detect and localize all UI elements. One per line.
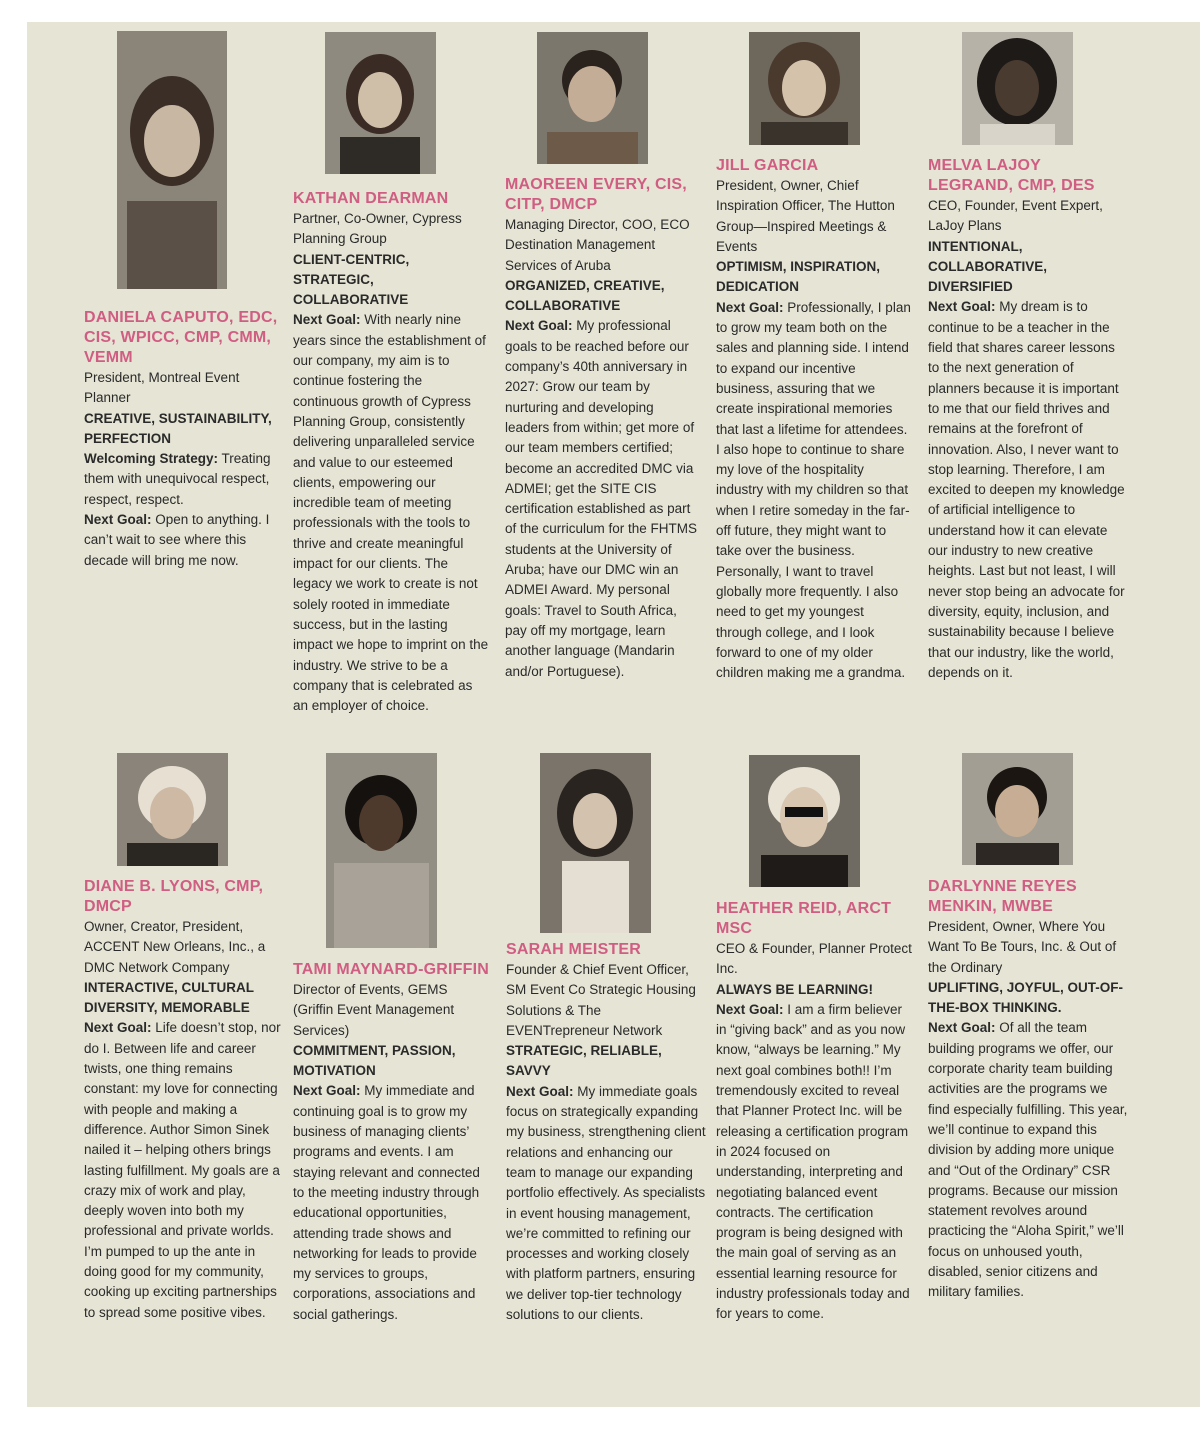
goal-text: Open to anything. I can’t wait to see where this decade will bring me now. <box>84 512 270 568</box>
profile-card <box>928 32 1128 683</box>
goal-label: Next Goal: <box>928 1020 996 1036</box>
profile-title: President, Montreal Event Planner <box>84 370 240 406</box>
goal-text: I am a firm believer in “giving back” and as you now know, “always be learning.” My next goal combines both!! I’m tremendously excited to reveal that Planner Protect Inc. will be releasing a certification program in 2024 focused on understanding, interpreting and negotiating balanced event contracts. The certification program is being designed with the main goal of serving as an essential learning resource for industry professionals today and for years to come. <box>716 1001 910 1322</box>
profile-goal <box>293 310 489 716</box>
portrait-photo <box>537 32 648 164</box>
portrait-photo <box>540 753 651 933</box>
goal-label: Next Goal: <box>84 1020 152 1036</box>
profile-title: CEO & Founder, Planner Protect Inc. <box>716 941 912 977</box>
profile-goal <box>506 1082 706 1326</box>
profile-name: MAOREEN EVERY, CIS, CITP, DMCP <box>505 176 687 213</box>
goal-text: Professionally, I plan to grow my team both on the sales and planning side. I intend to expand our incentive business, assuring that we create inspirational memories that last a lifetime for attendees. I also hope to continue to share my love of the hospitality industry with my children so that when I retire someday in the far-off future, they might want to take over the business. Personally, I want to travel globally more frequently. I also need to get my youngest through college, and I look forward to one of my older children making me a grandma. <box>716 299 911 681</box>
profile-name: DIANE B. LYONS, CMP, DMCP <box>84 878 264 915</box>
profile-traits: CLIENT-CENTRIC, STRATEGIC, COLLABORATIVE <box>293 251 410 308</box>
goal-label: Next Goal: <box>928 299 996 315</box>
profile-goal <box>293 1081 489 1325</box>
profile-card <box>506 753 706 1325</box>
profile-card <box>84 753 281 1323</box>
goal-text: My immediate goals focus on strategically expanding my business, strengthening client relations and enhancing our team to manage our expanding portfolio effectively. As specialists in event housing management, we’re committed to refining our processes and working closely with platform partners, ensuring we deliver top-tier technology solutions to our clients. <box>506 1083 706 1323</box>
profile-name: KATHAN DEARMAN <box>293 190 449 207</box>
profile-name: SARAH MEISTER <box>506 941 642 958</box>
goal-label: Next Goal: <box>293 1083 361 1099</box>
profile-title: CEO, Founder, Event Expert, LaJoy Plans <box>928 198 1103 234</box>
portrait-photo <box>117 753 228 866</box>
portrait-photo <box>326 753 437 948</box>
profile-paragraph <box>84 449 284 510</box>
profile-traits: COMMITMENT, PASSION, MOTIVATION <box>293 1042 456 1079</box>
goal-text: Life doesn’t stop, nor do I. Between life and career twists, one thing remains constant: my love for connecting with people and making a difference. Author Simon Sinek nailed it – helping others brings lasting fulfillment. My goals are a crazy mix of work and play, deeply woven into both my professional and private worlds. I’m pumped to up the ante in doing good for my community, cooking up exciting partnerships to spread some positive vibes. <box>84 1020 281 1320</box>
profile-goal <box>716 298 912 684</box>
profile-title: President, Owner, Where You Want To Be Tours, Inc. & Out of the Ordinary <box>928 919 1117 975</box>
profile-goal <box>928 297 1128 683</box>
para-label: Welcoming Strategy: <box>84 451 219 467</box>
goal-label: Next Goal: <box>506 1083 574 1099</box>
goal-label: Next Goal: <box>716 1001 784 1017</box>
profile-traits: CREATIVE, SUSTAINABILITY, PERFECTION <box>84 410 272 446</box>
profile-card <box>505 32 701 682</box>
profile-traits: UPLIFTING, JOYFUL, OUT-OF-THE-BOX THINKING. <box>928 979 1123 1016</box>
goal-label: Next Goal: <box>293 312 361 328</box>
profile-title: Founder & Chief Event Officer, SM Event Co Strategic Housing Solutions & The EVENTrepreneur Network <box>506 962 696 1038</box>
portrait-photo <box>117 31 227 289</box>
profile-card <box>928 753 1128 1303</box>
profile-card <box>293 32 489 716</box>
profile-card <box>716 755 912 1325</box>
profile-title: Director of Events, GEMS (Griffin Event Management Services) <box>293 982 455 1038</box>
profile-card <box>84 31 284 571</box>
profile-goal <box>716 1000 912 1325</box>
goal-text: My immediate and continuing goal is to grow my business of managing clients’ programs and events. I am staying relevant and connected to the meeting industry through educational opportunities, attending trade shows and networking for leads to provide my services to groups, corporations, associations and social gatherings. <box>293 1083 480 1322</box>
profile-traits: OPTIMISM, INSPIRATION, DEDICATION <box>716 259 881 295</box>
profile-name: TAMI MAYNARD-GRIFFIN <box>293 961 489 978</box>
profile-title: Managing Director, COO, ECO Destination Management Services of Aruba <box>505 217 690 273</box>
profile-card <box>716 32 912 683</box>
magazine-page <box>27 22 1200 1407</box>
profile-traits: ORGANIZED, CREATIVE, COLLABORATIVE <box>505 277 665 314</box>
portrait-photo <box>325 32 436 174</box>
portrait-photo <box>749 755 860 887</box>
portrait-photo <box>749 32 860 145</box>
profile-goal <box>928 1018 1128 1302</box>
profile-goal <box>84 1018 281 1322</box>
goal-label: Next Goal: <box>84 512 152 528</box>
goal-text: Of all the team building programs we offer, our corporate charity team building activities are the programs we find especially fulfilling. This year, we’ll continue to expand this division by adding more unique and “Out of the Ordinary” CSR programs. Because our mission statement revolves around practicing the “Aloha Spirit,” we’ll focus on unhoused youth, disabled, senior citizens and military families. <box>928 1020 1128 1300</box>
profile-goal <box>84 510 284 571</box>
profile-traits: STRATEGIC, RELIABLE, SAVVY <box>506 1043 662 1079</box>
profile-name: JILL GARCIA <box>716 157 819 174</box>
portrait-photo <box>962 753 1073 865</box>
goal-label: Next Goal: <box>505 318 573 334</box>
profile-title: President, Owner, Chief Inspiration Officer, The Hutton Group—Inspired Meetings & Events <box>716 178 895 254</box>
profile-traits: ALWAYS BE LEARNING! <box>716 981 874 997</box>
profile-goal <box>505 316 701 681</box>
profile-name: DANIELA CAPUTO, EDC, CIS, WPICC, CMP, CMM, VEMM <box>84 309 278 366</box>
profile-title: Owner, Creator, President, ACCENT New Orleans, Inc., a DMC Network Company <box>84 919 266 975</box>
goal-text: My dream is to continue to be a teacher in the field that shares career lessons to the next generation of planners because it is important to me that our field thrives and remains at the forefront of innovation. Also, I never want to stop learning. Therefore, I am excited to deepen my knowledge of artificial intelligence to understand how it can elevate our industry to new creative heights. Last but not least, I will never stop being an advocate for diversity, equity, inclusion, and sustainability because I believe that our industry, like the world, depends on it. <box>928 299 1125 680</box>
profile-card <box>293 753 489 1325</box>
goal-text: With nearly nine years since the establishment of our company, my aim is to continue fostering the continuous growth of Cypress Planning Group, consistently delivering unparalleled service and value to our esteemed clients, empowering our incredible team of meeting professionals with the tools to thrive and create meaningful impact for our clients. The legacy we work to create is not solely rooted in immediate success, but in the lasting impact we hope to imprint on the industry. We strive to be a company that is celebrated as an employer of choice. <box>293 312 489 714</box>
profile-title: Partner, Co-Owner, Cypress Planning Group <box>293 211 462 247</box>
profile-name: MELVA LAJOY LEGRAND, CMP, DES <box>928 157 1095 194</box>
portrait-photo <box>962 32 1073 145</box>
profile-name: DARLYNNE REYES MENKIN, MWBE <box>928 878 1077 915</box>
profile-name: HEATHER REID, ARCT MSC <box>716 900 892 937</box>
profile-traits: INTERACTIVE, CULTURAL DIVERSITY, MEMORABLE <box>84 979 254 1016</box>
para-text: Treating them with unequivocal respect, respect, respect. <box>84 451 271 507</box>
goal-text: My professional goals to be reached before our company’s 40th anniversary in 2027: Grow our team by nurturing and developing leaders from within; get more of our team members certified; become an accredited DMC via ADMEI; get the SITE CIS certification established as part of the curriculum for the FHTMS students at the University of Aruba; have our DMC win an ADMEI Award. My personal goals: Travel to South Africa, pay off my mortgage, learn another language (Mandarin and/or Portuguese). <box>505 318 698 679</box>
profile-traits: INTENTIONAL, COLLABORATIVE, DIVERSIFIED <box>928 238 1047 295</box>
goal-label: Next Goal: <box>716 299 784 315</box>
